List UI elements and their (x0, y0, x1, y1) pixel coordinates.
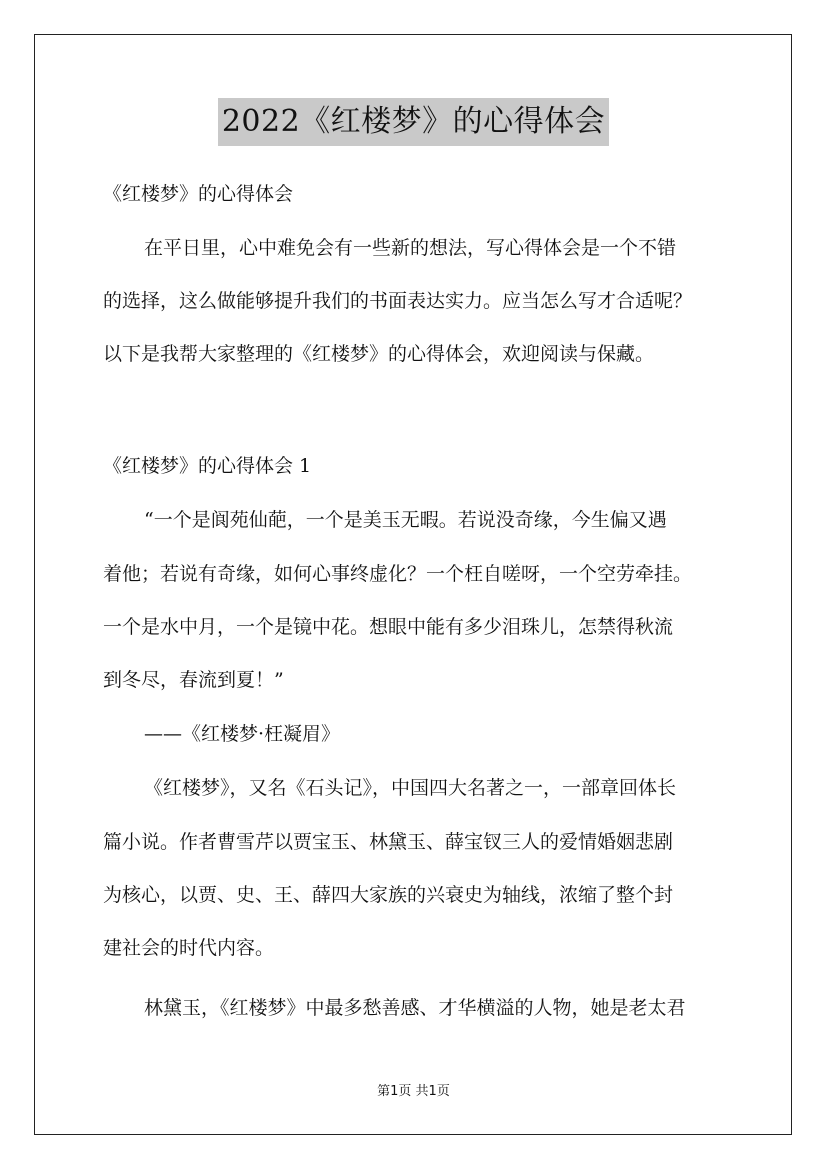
section-heading: 《红楼梦》的心得体会 (103, 183, 294, 205)
paragraph-line: 到冬尽，春流到夏！” (103, 669, 284, 691)
document-title: 2022《红楼梦》的心得体会 (218, 98, 609, 146)
quote-attribution: ——《红楼梦·枉凝眉》 (144, 723, 341, 745)
paragraph-line: 的选择，这么做能够提升我们的书面表达实力。应当怎么写才合适呢？ (103, 290, 693, 312)
paragraph-line: “一个是阆苑仙葩，一个是美玉无暇。若说没奇缘，今生偏又遇 (144, 509, 667, 531)
paragraph-line: 篇小说。作者曹雪芹以贾宝玉、林黛玉、薛宝钗三人的爱情婚姻悲剧 (103, 831, 674, 853)
paragraph-line: 在平日里，心中难免会有一些新的想法，写心得体会是一个不错 (144, 237, 677, 259)
paragraph-line: 《红楼梦》，又名《石头记》，中国四大名著之一，一部章回体长 (144, 777, 677, 799)
section-heading: 《红楼梦》的心得体会 1 (103, 455, 312, 477)
paragraph-line: 以下是我帮大家整理的《红楼梦》的心得体会，欢迎阅读与保藏。 (103, 343, 655, 365)
paragraph-line: 为核心，以贾、史、王、薛四大家族的兴衰史为轴线，浓缩了整个封 (103, 884, 674, 906)
title-container (0, 98, 827, 146)
page-number-footer: 第1页 共1页 (377, 1084, 450, 1099)
paragraph-line: 林黛玉，《红楼梦》中最多愁善感、才华横溢的人物，她是老太君 (144, 997, 686, 1019)
paragraph-line: 一个是水中月，一个是镜中花。想眼中能有多少泪珠儿，怎禁得秋流 (103, 616, 674, 638)
paragraph-line: 建社会的时代内容。 (103, 937, 275, 959)
paragraph-line: 着他；若说有奇缘，如何心事终虚化？一个枉自嗟呀，一个空劳牵挂。 (103, 563, 693, 585)
